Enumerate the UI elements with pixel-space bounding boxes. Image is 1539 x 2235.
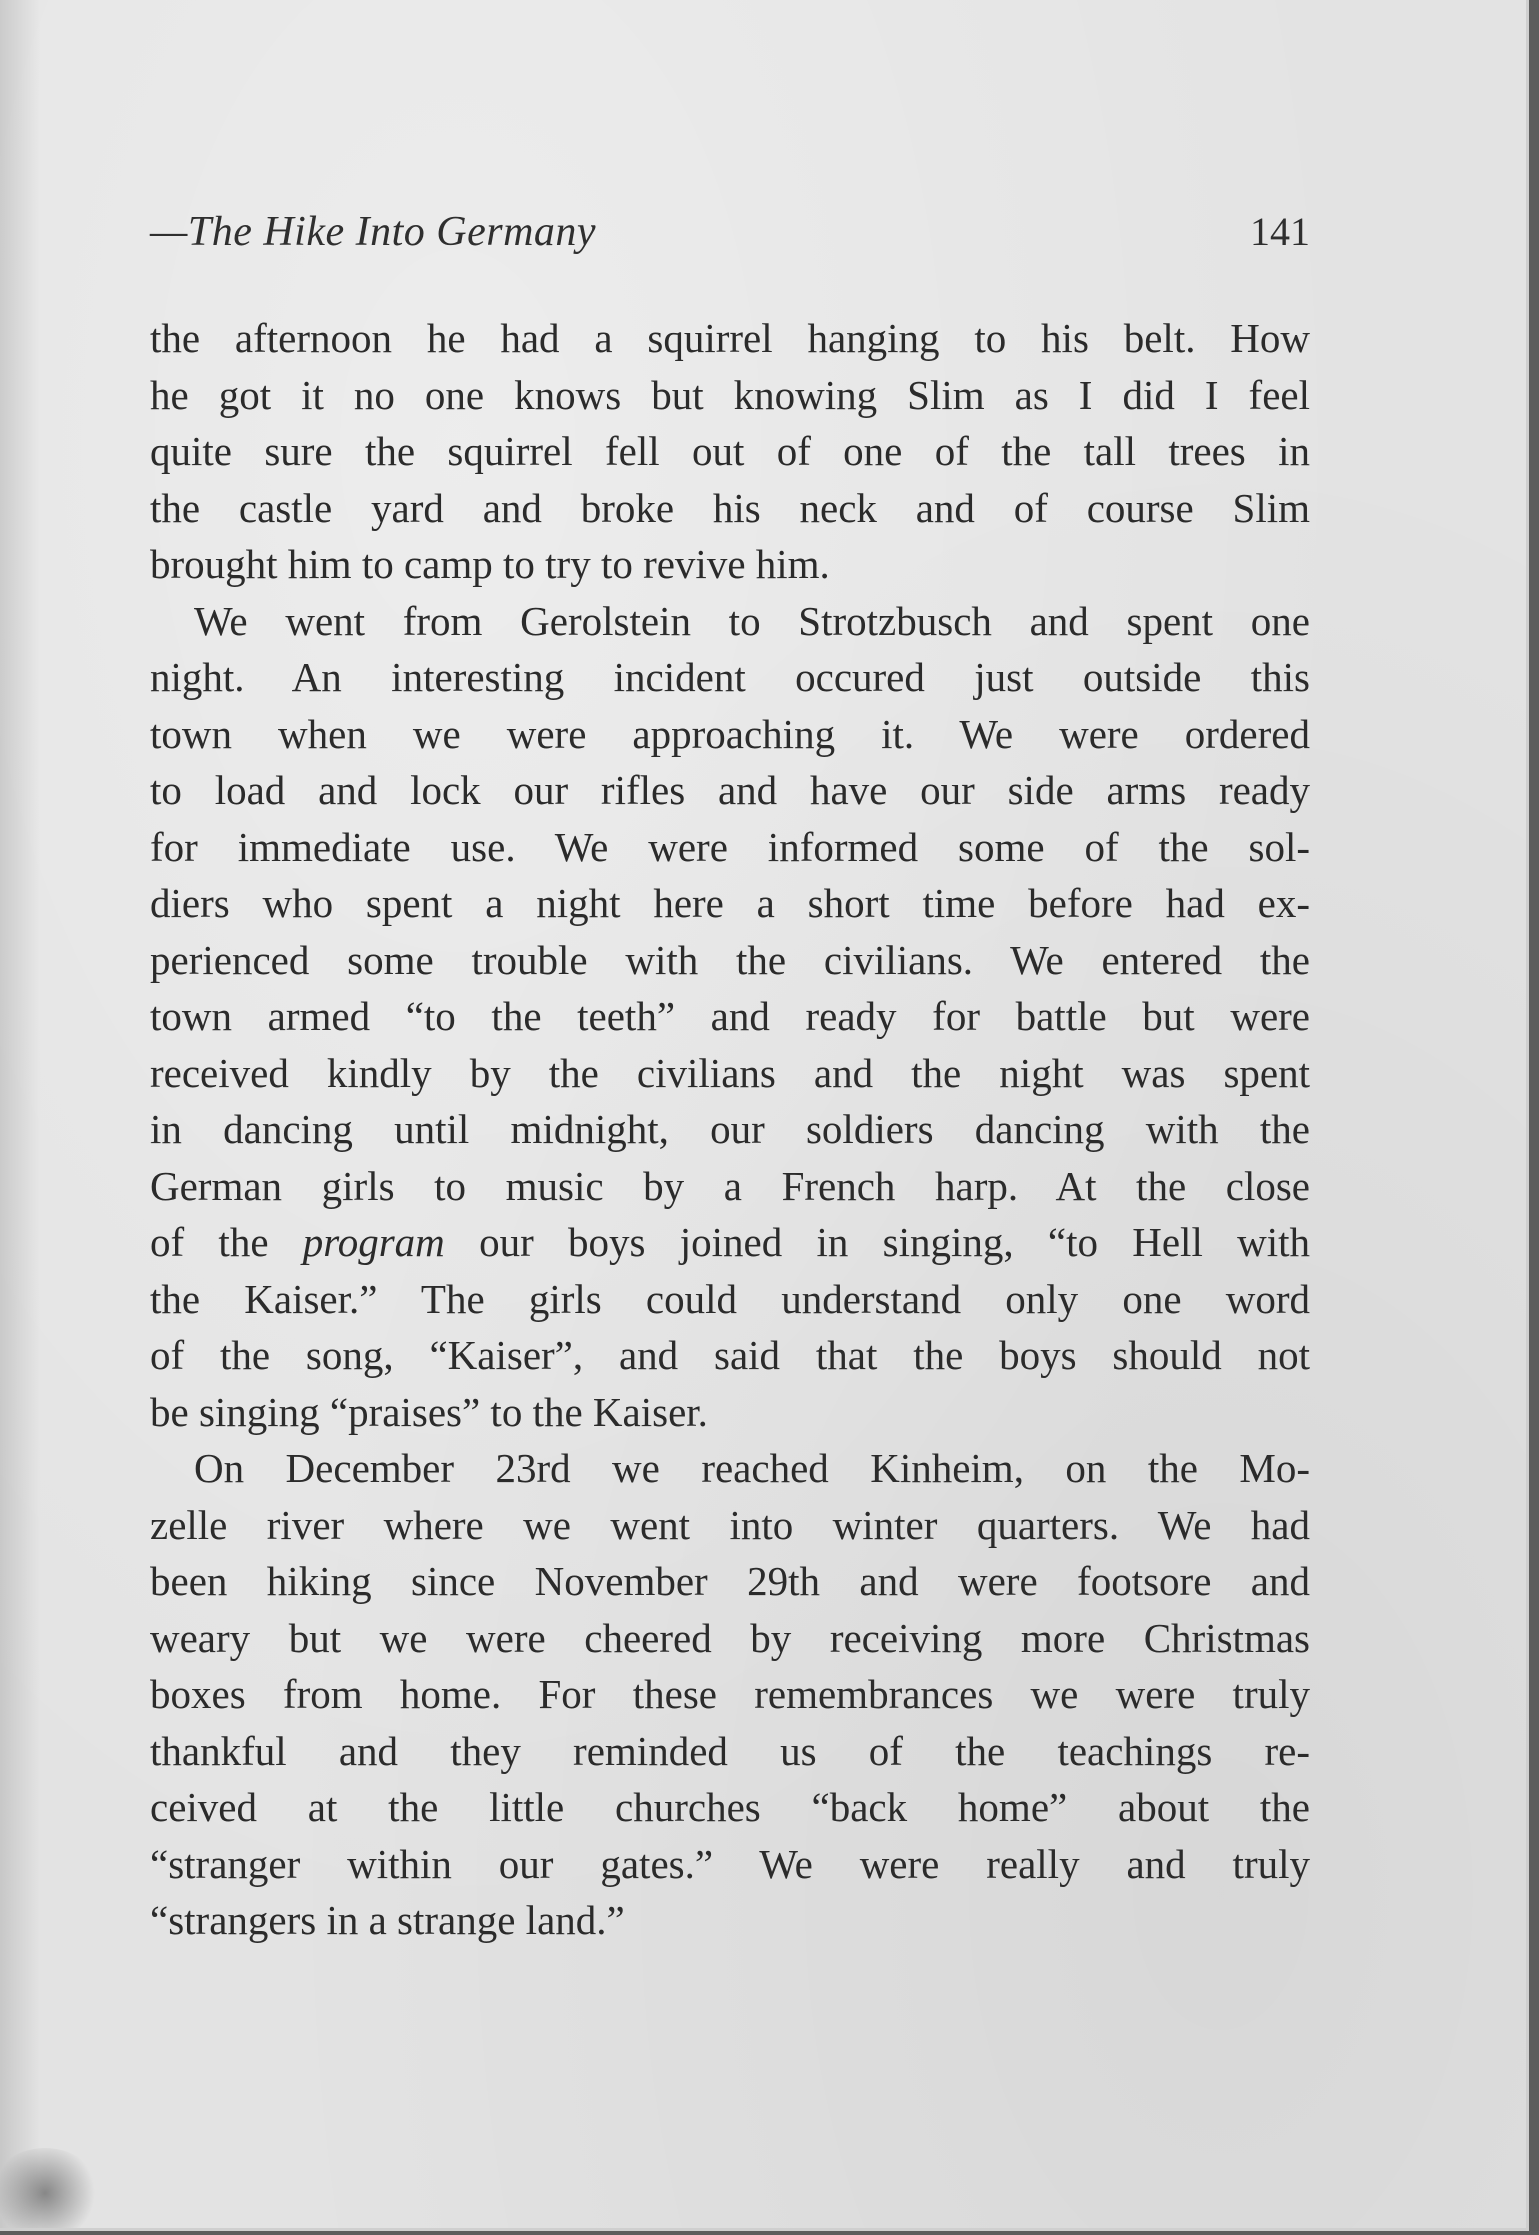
- text-line: town armed “to the teeth” and ready for battle but were: [150, 993, 1310, 1039]
- text-line: quite sure the squirrel fell out of one of the tall trees in: [150, 428, 1310, 474]
- text-line: the castle yard and broke his neck and of course Slim: [150, 484, 1310, 531]
- text-line-with-emphasis: [150, 1214, 1310, 1271]
- text-segment: our boys joined in singing, “to Hell with: [444, 1219, 1310, 1265]
- text-line: received kindly by the civilians and the night was spent: [150, 1049, 1310, 1096]
- page-number: 141: [1250, 209, 1310, 254]
- text-line: for immediate use. We were informed some of the sol-: [150, 823, 1310, 870]
- text-line: the Kaiser.” The girls could understand only one word: [150, 1275, 1310, 1322]
- text-line: On December 23rd we reached Kinheim, on the Mo-: [194, 1445, 1310, 1491]
- text-segment: of the: [150, 1219, 303, 1265]
- text-line: thankful and they reminded us of the teachings re-: [150, 1727, 1310, 1774]
- text-line: perienced some trouble with the civilians. We entered the: [150, 936, 1310, 983]
- running-title: —The Hike Into Germany: [150, 209, 597, 255]
- text-line: “stranger within our gates.” We were really and truly: [150, 1840, 1310, 1887]
- text-line: “strangers in a strange land.”: [150, 1897, 625, 1943]
- text-line: been hiking since November 29th and were footsore and: [150, 1558, 1310, 1604]
- text-line: brought him to camp to try to revive him.: [150, 541, 830, 587]
- running-head: [150, 200, 1310, 270]
- text-line: of the song, “Kaiser”, and said that the boys should not: [150, 1332, 1310, 1378]
- text-line: in dancing until midnight, our soldiers dancing with the: [150, 1106, 1310, 1152]
- italic-word: program: [302, 1219, 445, 1265]
- text-line: night. An interesting incident occured just outside this: [150, 654, 1310, 700]
- text-line: zelle river where we went into winter quarters. We had: [150, 1501, 1310, 1548]
- text-line: the afternoon he had a squirrel hanging to his belt. How: [150, 315, 1310, 361]
- text-line: ceived at the little churches “back home” about the: [150, 1784, 1310, 1830]
- paragraph-1: [150, 310, 1310, 593]
- body-text: [150, 310, 1310, 1949]
- text-line: town when we were approaching it. We were ordered: [150, 710, 1310, 757]
- text-line: We went from Gerolstein to Strotzbusch and spent one: [194, 597, 1310, 644]
- text-line: to load and lock our rifles and have our side arms ready: [150, 767, 1310, 813]
- corner-smudge: [0, 2148, 100, 2231]
- paragraph-3: [150, 1440, 1310, 1949]
- text-line: German girls to music by a French harp. At the close: [150, 1162, 1310, 1209]
- page-edge-shadow: [0, 0, 40, 2228]
- text-line: weary but we were cheered by receiving more Christmas: [150, 1614, 1310, 1661]
- text-line: be singing “praises” to the Kaiser.: [150, 1388, 708, 1435]
- paragraph-2: [150, 593, 1310, 1441]
- text-line: diers who spent a night here a short time before had ex-: [150, 880, 1310, 926]
- text-line: boxes from home. For these remembrances we were truly: [150, 1671, 1310, 1717]
- text-line: he got it no one knows but knowing Slim as I did I feel: [150, 371, 1310, 418]
